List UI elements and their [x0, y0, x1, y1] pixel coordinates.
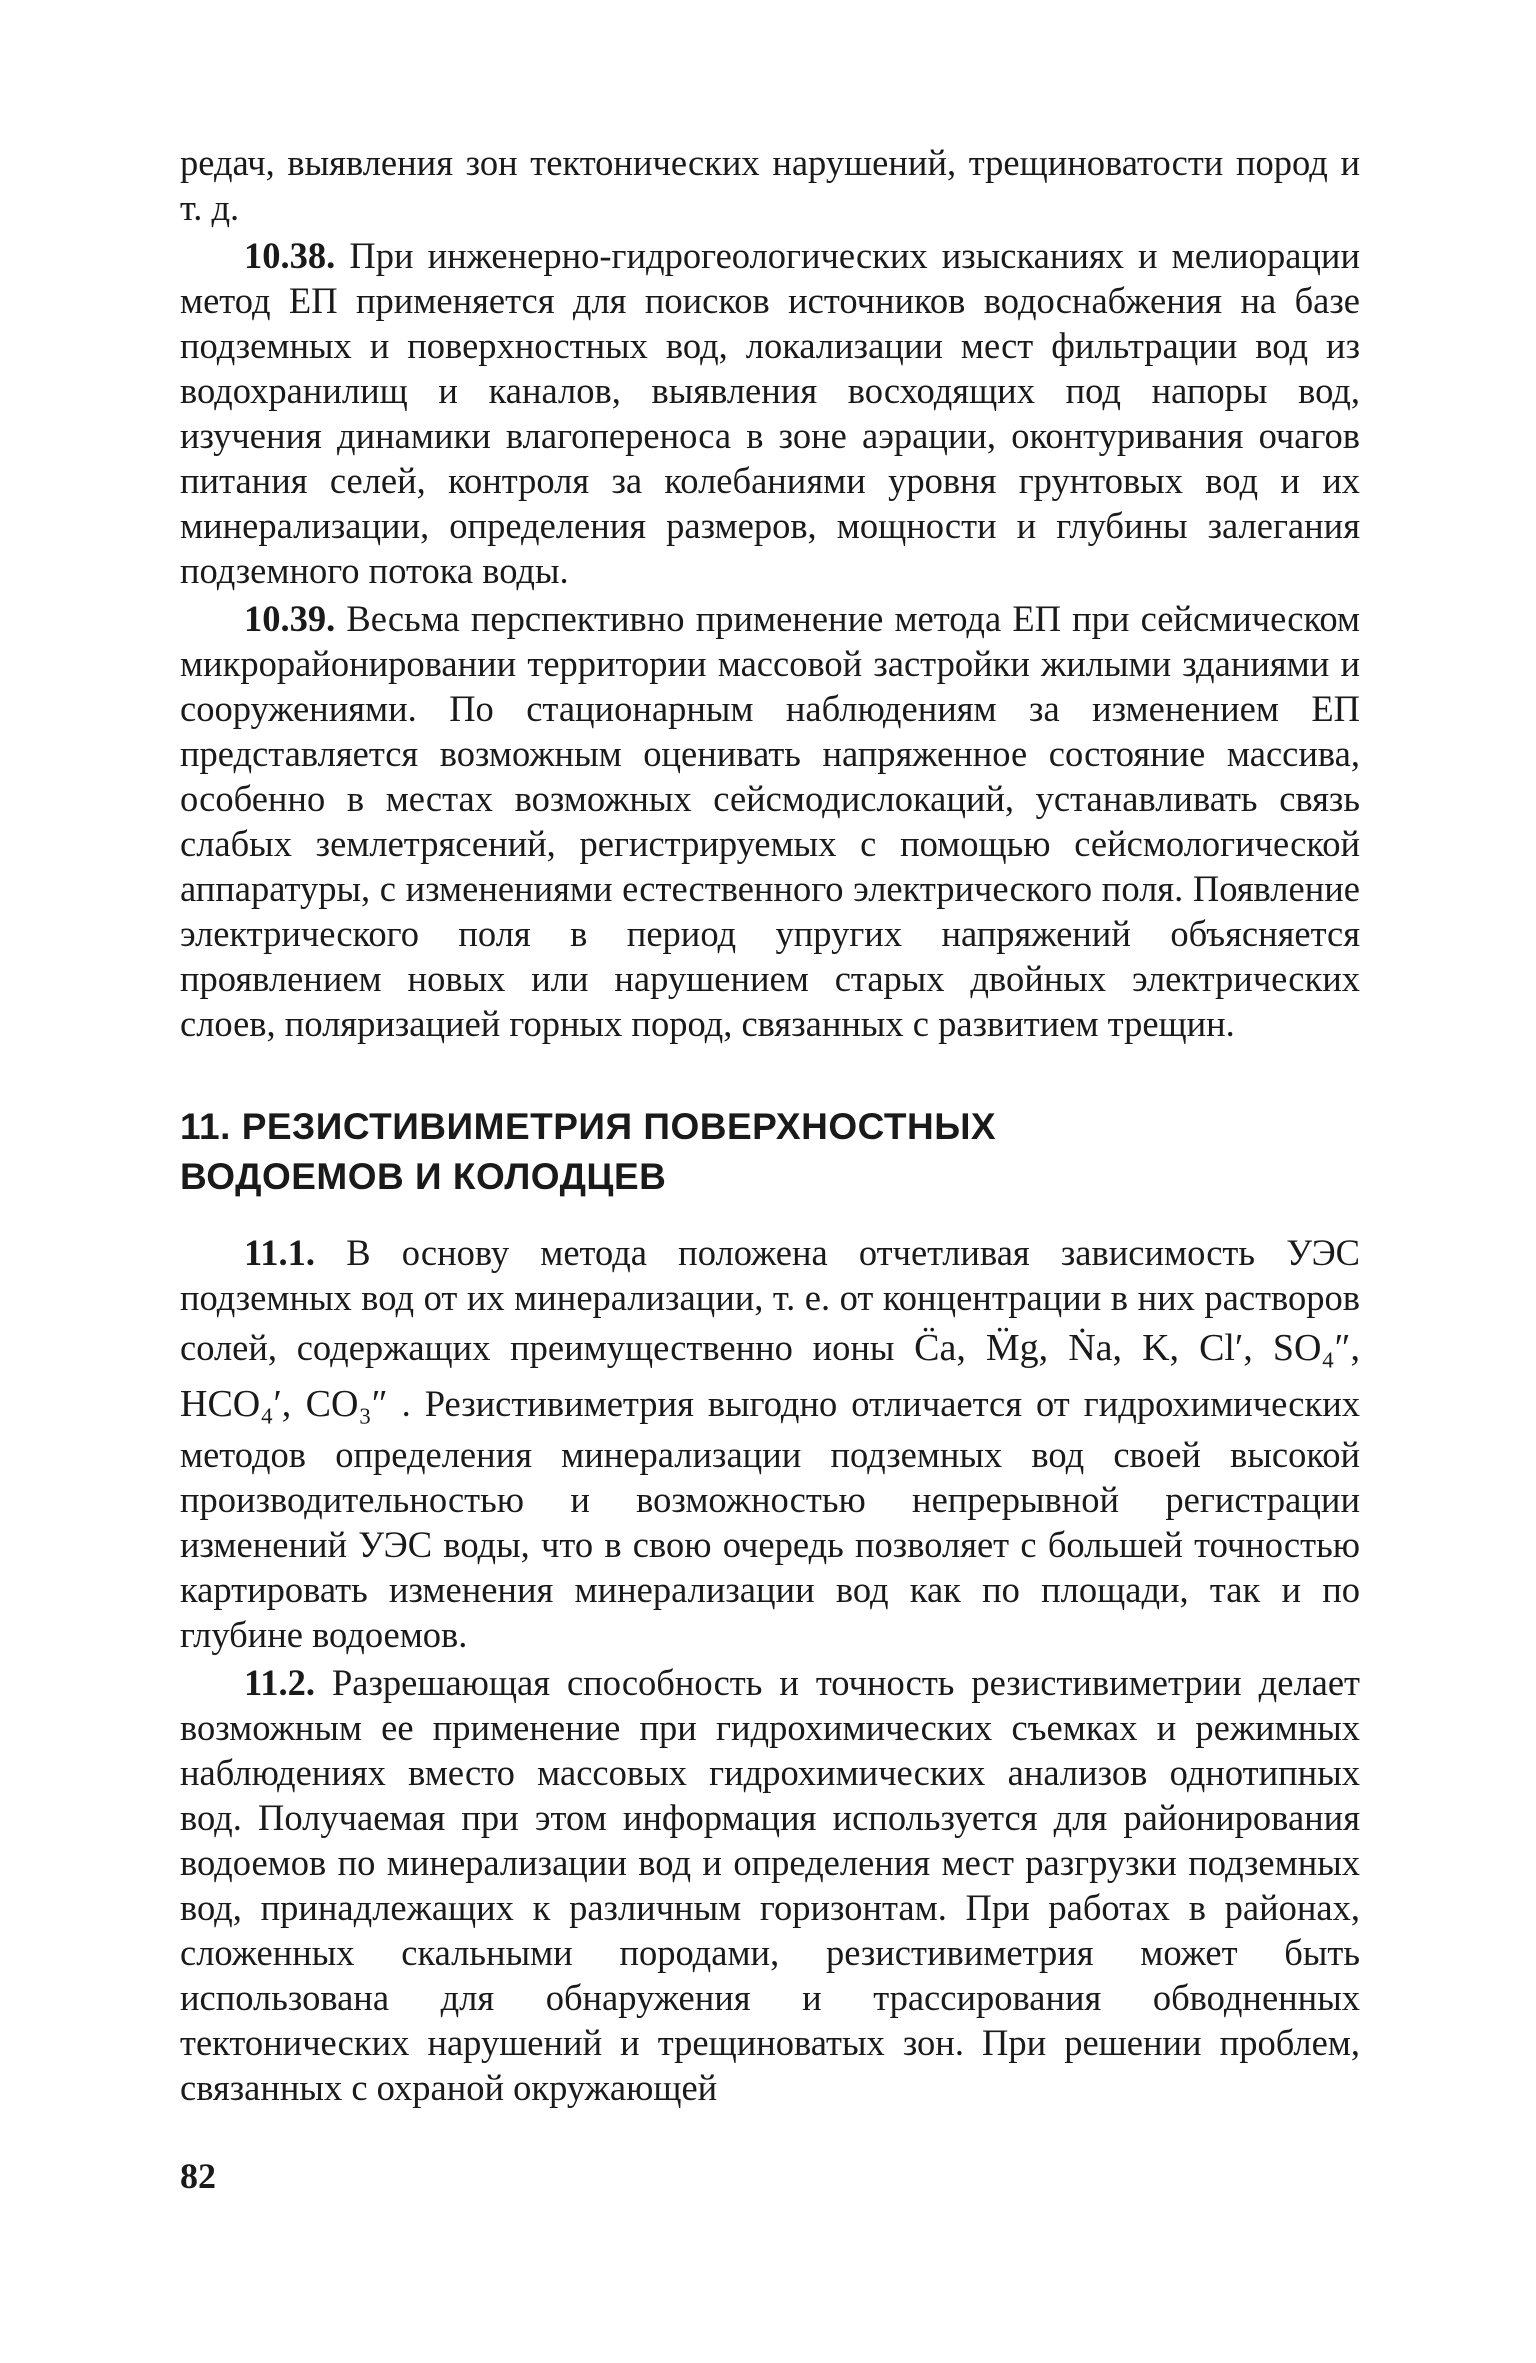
paragraph-text: . Резистивиметрия выгодно отличается от гидрохимических методов определения минерализации подземных вод своей высокой производительностью и возможностью непрерывной регистрации изменений УЭС воды, что в свою очередь позволяет с большей точностью картировать изменения минерализации вод как по площади, так и по глубине водоемов. — [180, 1383, 1361, 1655]
section-number: 11. — [180, 1106, 231, 1147]
paragraph-text: Весьма перспективно применение метода ЕП при сейсмическом микрорайонировании территории массовой застройки жилыми зданиями и сооружениями. По стационарным наблюдениям за изменением ЕП представляется возможным оценивать напряженное состояние массива, особенно в местах возможных сейсмодислокаций, устанавливать связь слабых землетрясений, регистрируемых с помощью сейсмологической аппаратуры, с изменениями естественного электрического поля. Появление электрического поля в период упругих напряжений объясняется проявлением новых или нарушением старых двойных электрических слоев, поляризацией горных пород, связанных с развитием трещин. — [180, 598, 1360, 1044]
ion-formula-list: C̈a, M̈g, Ṅa, K, Cl′, SO₄″, HCO₄′, CO₃″ — [180, 1327, 1360, 1425]
section-heading-line-1 — [180, 1102, 1360, 1152]
paragraph-10-39 — [180, 596, 1360, 1046]
paragraph-text: В основу метода положена отчетливая зависимость УЭС подземных вод от их минерализации, т. е. от концентрации в них растворов солей, содержащих преимущественно ионы — [180, 1232, 1361, 1368]
section-title-line-1: РЕЗИСТИВИМЕТРИЯ ПОВЕРХНОСТНЫХ — [241, 1106, 997, 1147]
section-heading — [180, 1102, 1360, 1202]
paragraph-11-1 — [180, 1230, 1360, 1657]
paragraph-text: редач, выявления зон тектонических нарушений, трещиноватости пород и т. д. — [180, 142, 1360, 228]
section-title-line-2: ВОДОЕМОВ И КОЛОДЦЕВ — [180, 1156, 667, 1197]
paragraph-number: 11.2. — [244, 1662, 315, 1703]
page-number: 82 — [180, 2156, 216, 2196]
paragraph-text: Разрешающая способность и точность резистивиметрии делает возможным ее применение при гидрохимических съемках и режимных наблюдениях вместо массовых гидрохимических анализов однотипных вод. Получаемая при этом информация используется для районирования водоемов по минерализации вод и определения мест разгрузки подземных вод, принадлежащих к различным горизонтам. При работах в районах, сложенных скальными породами, резистивиметрия может быть использована для обнаружения и трассирования обводненных тектонических нарушений и трещиноватых зон. При решении проблем, связанных с охраной окружающей — [180, 1662, 1361, 2108]
paragraph-text: При инженерно-гидрогеологических изысканиях и мелиорации метод ЕП применяется для поисков источников водоснабжения на базе подземных и поверхностных вод, локализации мест фильтрации вод из водохранилищ и каналов, выявления восходящих под напоры вод, изучения динамики влагопереноса в зоне аэрации, оконтуривания очагов питания селей, контроля за колебаниями уровня грунтовых вод и их минерализации, определения размеров, мощности и глубины залегания подземного потока воды. — [180, 235, 1360, 591]
paragraph-number: 10.39. — [244, 598, 336, 639]
paragraph-11-2 — [180, 1660, 1360, 2110]
page-body — [180, 140, 1360, 2113]
paragraph-10-38 — [180, 233, 1360, 593]
paragraph-number: 11.1. — [244, 1232, 315, 1273]
paragraph-continuation — [180, 140, 1360, 230]
paragraph-number: 10.38. — [244, 235, 336, 276]
